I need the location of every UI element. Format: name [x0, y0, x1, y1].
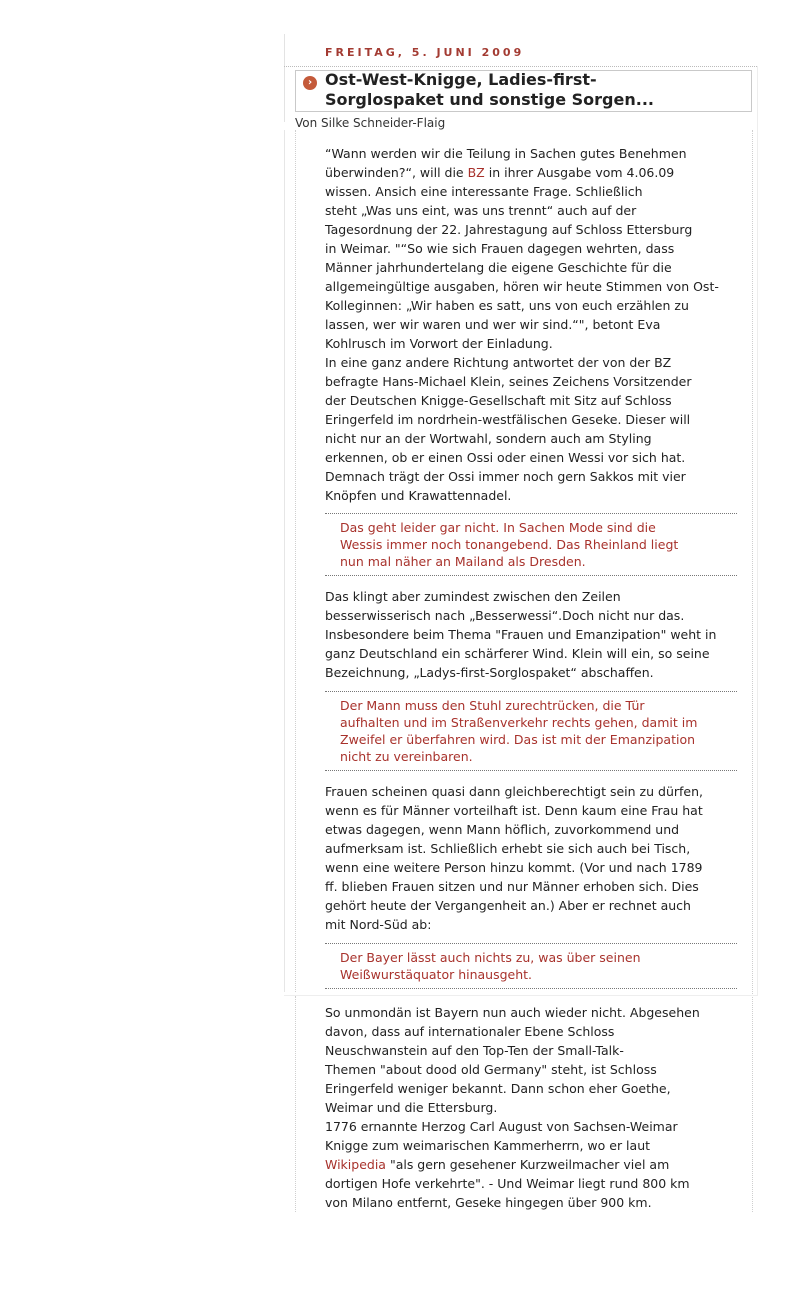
lower-column-border-left [295, 996, 296, 1212]
arrow-right-icon: › [303, 76, 317, 90]
column-border-left-top [284, 34, 285, 122]
column-border-right [752, 130, 753, 1212]
blockquote-3: Der Bayer lässt auch nichts zu, was über seinen Weißwurstäquator hinausgeht. [325, 943, 737, 989]
column-border-right-outer [757, 66, 758, 996]
paragraph-4: So unmondän ist Bayern nun auch wieder nicht. Abgesehen davon, dass auf internationaler Ebene Schloss Neuschwanstein auf den Top-Ten der Small-Talk- Themen "about dood old Germany" steht, ist Schloss Eringerfeld weniger bekannt. Dann schon eher Goethe, Weimar und die Ettersburg. 1776 ernannte Herzog Carl August von Sachsen-Weimar Knigge zum weimarischen Kammerherrn, wo er laut Wikipedia "als gern gesehener Kurzweilmacher viel am dortigen Hofe verkehrte". - Und Weimar liegt rund 800 km von Milano entfernt, Geseke hingegen über 900 km. [325, 1005, 700, 1210]
paragraph-2: Das klingt aber zumindest zwischen den Zeilen besserwisserisch nach „Besserwessi“.Doch nicht nur das. Insbesondere beim Thema "Frauen und Emanzipation" weht in ganz Deutschland ein schärferer Wind. Klein will ein, so seine Bezeichnung, „Ladys-first-Sorglospaket“ abschaffen. [325, 589, 717, 680]
blockquote-1: Das geht leider gar nicht. In Sachen Mode sind die Wessis immer noch tonangebend. Das Rheinland liegt nun mal näher an Mailand als Dresden. [325, 513, 737, 576]
post-title[interactable] [325, 70, 745, 110]
section-divider [284, 995, 757, 996]
post-author: Von Silke Schneider-Flaig [295, 116, 446, 130]
wikipedia-link[interactable]: Wikipedia [325, 1157, 386, 1172]
date-header-rule [284, 66, 757, 67]
blockquote-2: Der Mann muss den Stuhl zurechtrücken, die Tür aufhalten und im Straßenverkehr rechts gehen, damit im Zweifel er überfahren wird. Das ist mit der Emanzipation nicht zu vereinbaren. [325, 691, 737, 771]
paragraph-3: Frauen scheinen quasi dann gleichberechtigt sein zu dürfen, wenn es für Männer vorteilhaft ist. Denn kaum eine Frau hat etwas dagegen, wenn Mann höflich, zuvorkommend und aufmerksam ist. Schließlich erhebt sie sich auch bei Tisch, wenn eine weitere Person hinzu kommt. (Vor und nach 1789 ff. blieben Frauen sitzen und nur Männer erhoben sich. Dies gehört heute der Vergangenheit an.) Aber er rechnet auch mit Nord-Süd ab: [325, 784, 703, 932]
column-border-left [284, 130, 285, 992]
post-date: FREITAG, 5. JUNI 2009 [325, 46, 525, 59]
post-title-line-2[interactable]: Sorglospaket und sonstige Sorgen... [325, 90, 654, 109]
paragraph-1: “Wann werden wir die Teilung in Sachen gutes Benehmen überwinden?“, will die BZ in ihrer Ausgabe vom 4.06.09 wissen. Ansich eine interessante Frage. Schließlich steht „Was uns eint, was uns trennt“ auch auf der Tagesordnung der 22. Jahrestagung auf Schloss Ettersburg in Weimar. "“So wie sich Frauen dagegen wehrten, dass Männer jahrhundertelang die eigene Geschichte für die allgemeingültige ausgaben, hören wir heute Stimmen von Ost- Kolleginnen: „Wir haben es satt, uns von euch erzählen zu lassen, wer wir waren und wer wir sind.“", betont Eva Kohlrusch im Vorwort der Einladung. In eine ganz andere Richtung antwortet der von der BZ befragte Hans-Michael Klein, seines Zeichens Vorsitzender der Deutschen Knigge-Gesellschaft mit Sitz auf Schloss Eringerfeld im nordrhein-westfälischen Geseke. Dieser will nicht nur an der Wortwahl, sondern auch am Styling erkennen, ob er einen Ossi oder einen Wessi vor sich hat. Demnach trägt der Ossi immer noch gern Sakkos mit vier Knöpfen und Krawattennadel. [325, 146, 719, 503]
bz-link[interactable]: BZ [467, 165, 485, 180]
column-border-left-2 [295, 130, 296, 992]
post-title-line-1[interactable]: Ost-West-Knigge, Ladies-first- [325, 70, 597, 89]
